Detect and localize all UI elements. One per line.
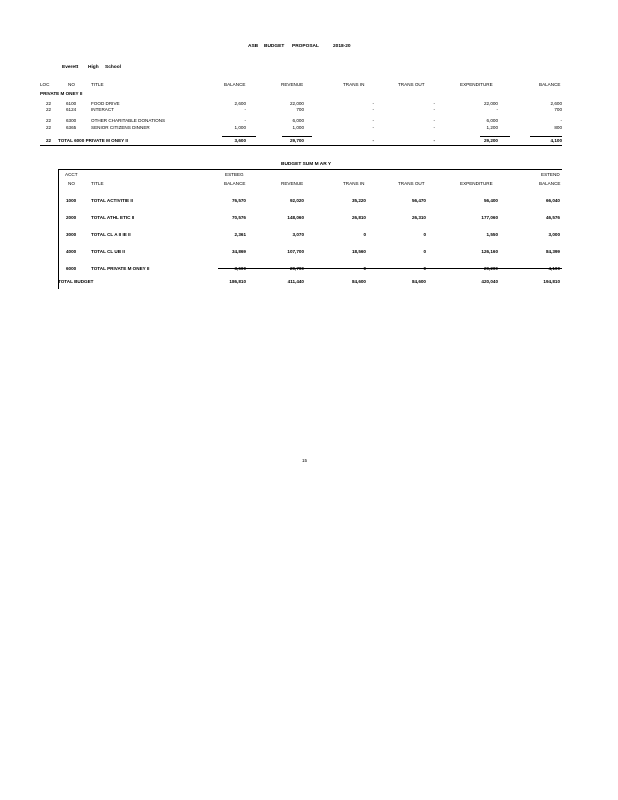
summary-cell-balance: 70,576 [231,215,246,220]
summary-cell-trans-in: 18,560 [351,249,366,254]
summary-total-divider [218,268,562,269]
summary-cell-end-balance: 3,000 [548,232,560,237]
header-title: TITLE [91,82,104,87]
header-trans-in: TRANS IN [343,82,365,87]
total-divider-balance [222,136,256,137]
summary-cell-no: 3000 [66,232,77,237]
table-cell-trans-out: - [433,107,435,112]
summary-cell-title: TOTAL ACTIVITIE II [91,198,133,203]
summary-cell-expenditure: 1,550 [486,232,498,237]
table-cell-end-balance: - [560,118,562,123]
summary-header-end-balance: BALANCE [539,181,561,186]
school-name-2: High [88,65,99,70]
summary-cell-no: 1000 [66,198,77,203]
total-label: TOTAL 6000 PRIVATE M ONEY II [58,138,128,143]
summary-header-trans-in: TRANS IN [343,181,365,186]
summary-header-acct: ACCT [65,172,78,177]
table-cell-trans-out: - [433,118,435,123]
table-cell-end-balance: 700 [554,107,562,112]
total-trans-out: - [433,138,435,143]
header-loc: LOC [40,82,50,87]
table-cell-title: INTERACT [91,107,114,112]
summary-cell-revenue: 107,700 [287,249,304,254]
total-divider-expenditure [480,136,510,137]
summary-total-expenditure: 420,040 [481,279,498,284]
summary-cell-end-balance: 84,399 [545,249,560,254]
school-name-3: School [105,65,121,70]
summary-cell-balance: 2,361 [234,232,246,237]
summary-cell-trans-out: 0 [423,249,426,254]
table-row [0,107,618,113]
summary-cell-revenue: 148,060 [287,215,304,220]
table-cell-loc: 22 [46,107,52,112]
summary-cell-end-balance: 66,040 [545,198,560,203]
total-trans-in: - [372,138,374,143]
table-cell-expenditure: 22,000 [483,101,498,106]
summary-cell-title: TOTAL ATHL ETIC II [91,215,135,220]
summary-cell-trans-out: 26,310 [411,215,426,220]
table-cell-title: FOOD DRIVE [91,101,120,106]
title-proposal: PROPOSAL [292,44,319,49]
table-cell-no: 6124 [66,107,77,112]
table-cell-loc: 22 [46,101,52,106]
summary-cell-balance: 76,570 [231,198,246,203]
top-table-bottom-rule [40,145,562,146]
summary-cell-revenue: 29,700 [289,266,304,271]
summary-header-trans-out: TRANS OUT [398,181,425,186]
summary-header-revenue: REVENUE [281,181,304,186]
summary-cell-expenditure: 29,200 [483,266,498,271]
table-cell-no: 6100 [66,101,77,106]
summary-cell-trans-out: 56,470 [411,198,426,203]
section-label: PRIVATE M ONEY II [40,91,83,96]
summary-cell-expenditure: 177,060 [481,215,498,220]
summary-cell-trans-in: 0 [363,232,366,237]
summary-title: BUDGET SUM M AR Y [281,162,332,167]
title-year: 2018-20 [333,44,351,49]
total-divider-revenue [282,136,312,137]
table-cell-expenditure: 6,000 [486,118,498,123]
summary-cell-balance: 3,600 [234,266,246,271]
school-name-1: Everett [62,65,79,70]
table-cell-revenue: 22,000 [289,101,304,106]
table-row [0,125,618,131]
table-cell-trans-out: - [433,125,435,130]
summary-total-trans-out: 84,600 [411,279,426,284]
summary-total-label: TOTAL BUDGET [58,279,94,284]
header-revenue: REVENUE [281,82,304,87]
summary-total-balance: 186,810 [229,279,246,284]
table-cell-revenue: 700 [296,107,304,112]
header-end-balance: BALANCE [539,82,561,87]
table-cell-title: SENIOR CITIZENS DINNER [91,125,150,130]
summary-header-estbeg: ESTBEG [225,172,244,177]
total-end-balance: 4,100 [550,138,562,143]
page-number: 15 [302,458,308,463]
summary-cell-title: TOTAL CL A II IE II [91,232,131,237]
summary-cell-end-balance: 4,100 [548,266,560,271]
table-cell-expenditure: 1,200 [486,125,498,130]
total-expenditure: 29,200 [483,138,498,143]
table-cell-balance: - [244,118,246,123]
summary-row [0,215,618,221]
summary-cell-balance: 34,869 [231,249,246,254]
summary-row [0,266,618,272]
table-cell-trans-in: - [372,107,374,112]
summary-cell-no: 6000 [66,266,77,271]
table-cell-trans-in: - [372,101,374,106]
table-cell-end-balance: 2,600 [550,101,562,106]
summary-row [0,249,618,255]
summary-total-revenue: 411,440 [287,279,304,284]
summary-cell-trans-out: 0 [423,232,426,237]
table-cell-loc: 22 [46,118,52,123]
table-cell-balance: 2,600 [234,101,246,106]
summary-cell-no: 4000 [66,249,77,254]
total-revenue: 29,700 [289,138,304,143]
header-no: NO [68,82,75,87]
table-row [0,118,618,124]
table-cell-loc: 22 [46,125,52,130]
summary-total-trans-in: 84,600 [351,279,366,284]
summary-header-balance: BALANCE [224,181,246,186]
summary-cell-no: 2000 [66,215,77,220]
table-cell-no: 6300 [66,118,77,123]
header-trans-out: TRANS OUT [398,82,425,87]
table-cell-balance: 1,000 [234,125,246,130]
summary-cell-revenue: 92,020 [289,198,304,203]
summary-header-expenditure: EXPENDITURE [460,181,493,186]
title-asb: ASB [248,44,259,49]
summary-cell-end-balance: 46,576 [545,215,560,220]
summary-total-end-balance: 194,810 [543,279,560,284]
summary-cell-trans-in: 26,810 [351,215,366,220]
table-cell-trans-in: - [372,118,374,123]
header-expenditure: EXPENDITURE [460,82,493,87]
total-loc: 22 [46,138,52,143]
table-cell-no: 6365 [66,125,77,130]
table-cell-trans-out: - [433,101,435,106]
summary-cell-expenditure: 126,160 [481,249,498,254]
table-cell-revenue: 6,000 [292,118,304,123]
total-divider-end-balance [530,136,562,137]
summary-row [0,232,618,238]
summary-row [0,198,618,204]
table-cell-expenditure: - [496,107,498,112]
summary-cell-expenditure: 56,400 [483,198,498,203]
summary-cell-revenue: 3,070 [292,232,304,237]
summary-cell-trans-out: 0 [423,266,426,271]
summary-header-estend: ESTEND [541,172,560,177]
total-balance: 3,600 [234,138,246,143]
table-cell-revenue: 1,000 [292,125,304,130]
summary-header-no: NO [68,181,75,186]
summary-header-title: TITLE [91,181,104,186]
summary-cell-trans-in: 0 [363,266,366,271]
summary-cell-trans-in: 35,220 [351,198,366,203]
table-cell-trans-in: - [372,125,374,130]
table-cell-balance: - [244,107,246,112]
title-budget: BUDGET [264,44,285,49]
summary-top-rule [58,169,562,170]
summary-cell-title: TOTAL CL UB II [91,249,125,254]
summary-cell-title: TOTAL PRIVATE M ONEY II [91,266,150,271]
table-cell-end-balance: 800 [554,125,562,130]
header-balance: BALANCE [224,82,246,87]
table-cell-title: OTHER CHARITABLE DONATIONS [91,118,166,123]
